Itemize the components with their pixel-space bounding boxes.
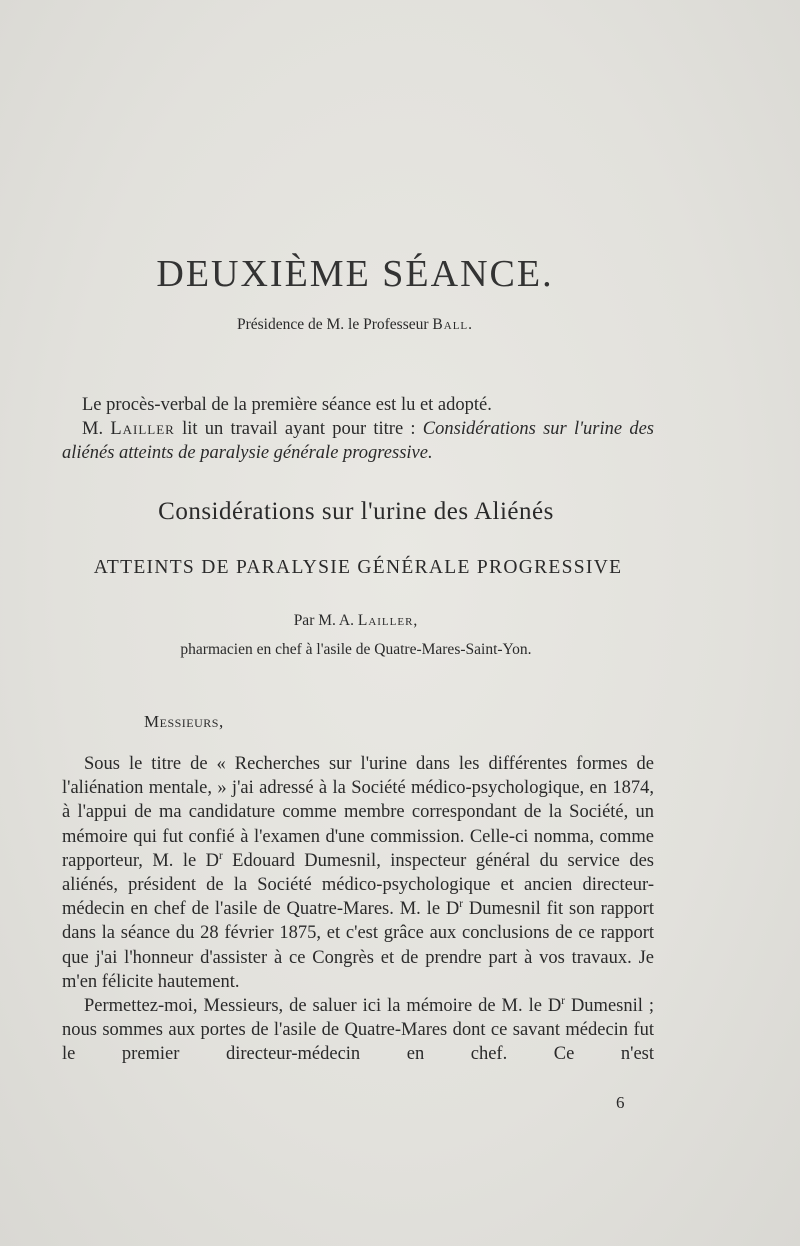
body-paragraph-1: Sous le titre de « Recherches sur l'urine dans les différentes formes de l'aliénation mentale, » j'ai adressé à la Société médico-psychologique, en 1874, à l'appui de ma candidature comme membre correspondant de la Société, un mémoire qui fut confié à l'examen d'une commission. Celle-ci nomma, comme rapporteur, M. le $D^r$ Edouard Dumesnil, inspecteur général du service des aliénés, président de la Société médico-psychologique et ancien directeur-médecin en chef de l'asile de Quatre-Mares. M. le $D^r$ Dumesnil fit son rapport dans la séance du 28 février 1875, et c'est grâce aux conclusions de ce rapport que j'ai l'honneur d'assister à ce Congrès et de prendre part à vos travaux. Je m'en félicite hautement. [62, 754, 654, 992]
page-number: 6 [616, 1093, 625, 1112]
author-prefix: Par M. A. [293, 612, 354, 629]
m-abbrev: M. [82, 419, 104, 440]
body-paragraph-2: Permettez-moi, Messieurs, de saluer ici la mémoire de M. le $D^r$ Dumesnil ; nous sommes aux portes de l'asile de Quatre-Mares dont ce savant médecin fut le premier directeur-médecin en chef. Ce n'est [62, 994, 654, 1065]
author-affiliation: pharmacien en chef à l'asile de Quatre-Mares-Saint-Yon. [180, 641, 532, 658]
intro-paragraph [62, 393, 654, 466]
reading-announcement [62, 417, 654, 465]
salutation: Messieurs, [144, 712, 224, 731]
session-title: DEUXIÈME SÉANCE. [156, 253, 554, 295]
presidence-prefix: Présidence de M. le Professeur [236, 316, 429, 333]
minutes-adopted-line: Le procès-verbal de la première séance est lu et adopté. [82, 395, 492, 415]
article-title: Considérations sur l'urine des Aliénés [158, 498, 554, 525]
author-name: Lailler, [357, 612, 419, 629]
author-line [0, 612, 712, 630]
work-title: Considérations sur l'urine des aliénés atteints de paralysie générale progressive. [62, 419, 655, 464]
article-subtitle: ATTEINTS DE PARALYSIE GÉNÉRALE PROGRESSIVE [93, 557, 623, 578]
president-name: Ball. [432, 316, 474, 333]
presidence-line [0, 316, 710, 334]
reads-text: lit un travail ayant pour titre : [182, 419, 416, 440]
lailler-name: Lailler [110, 419, 175, 440]
article-body [62, 752, 654, 1067]
